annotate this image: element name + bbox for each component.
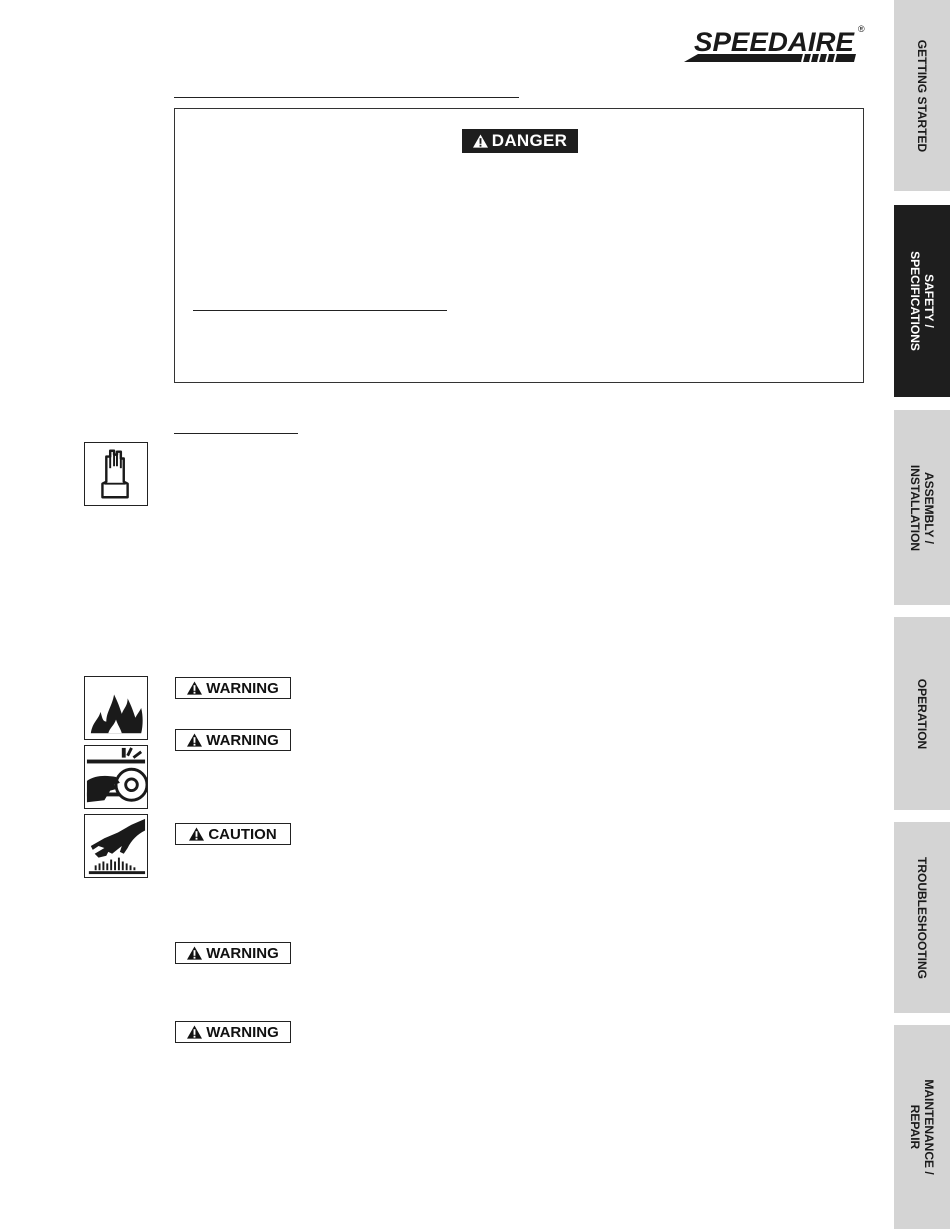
tab-maintenance-repair[interactable]: [894, 1025, 950, 1229]
caution-label-hot-surface: [175, 823, 291, 845]
warning-triangle-icon: [187, 946, 202, 960]
tab-getting-started[interactable]: [894, 0, 950, 191]
danger-signal-label: [462, 129, 578, 153]
tab-troubleshooting[interactable]: [894, 822, 950, 1013]
hot-surface-pictogram: [84, 814, 148, 878]
tab-label: OPERATION: [915, 678, 929, 749]
glove-icon: [85, 443, 147, 505]
logo-text: SPEEDAIRE: [694, 27, 856, 57]
speedaire-logo-graphic: [684, 24, 870, 66]
danger-subheading-rule: [193, 310, 447, 311]
signal-word: WARNING: [206, 679, 279, 697]
warning-label-wheel: [175, 729, 291, 751]
warning-label-fire: [175, 677, 291, 699]
warning-triangle-icon: [187, 681, 202, 695]
warning-label-4: [175, 942, 291, 964]
warning-triangle-icon: [189, 827, 204, 841]
tab-operation[interactable]: [894, 617, 950, 810]
warning-triangle-icon: [187, 733, 202, 747]
tab-label: ASSEMBLY / INSTALLATION: [908, 464, 936, 551]
grinding-wheel-pictogram: [84, 745, 148, 809]
grinding-wheel-hand-icon: [85, 746, 147, 808]
tab-label: TROUBLESHOOTING: [915, 856, 929, 979]
glove-pictogram: [84, 442, 148, 506]
tab-assembly-installation[interactable]: [894, 410, 950, 605]
signal-word: WARNING: [206, 731, 279, 749]
hot-surface-hand-icon: [85, 815, 147, 877]
signal-word: WARNING: [206, 944, 279, 962]
registered-mark: ®: [858, 24, 865, 34]
tab-label: MAINTENANCE / REPAIR: [908, 1079, 936, 1175]
section-heading-rule: [174, 97, 519, 98]
warning-label-5: [175, 1021, 291, 1043]
warning-triangle-icon: [187, 1025, 202, 1039]
tab-safety-specifications[interactable]: [894, 205, 950, 397]
speedaire-logo: [684, 24, 870, 66]
signal-word: WARNING: [206, 1023, 279, 1041]
tab-label: GETTING STARTED: [915, 39, 929, 152]
signal-word: CAUTION: [208, 825, 277, 843]
ppe-heading-rule: [174, 433, 298, 434]
warning-triangle-icon: [473, 134, 488, 148]
danger-signal-word: DANGER: [491, 131, 568, 150]
tab-label: SAFETY / SPECIFICATIONS: [908, 251, 936, 351]
fire-icon: [85, 677, 147, 739]
fire-pictogram: [84, 676, 148, 740]
